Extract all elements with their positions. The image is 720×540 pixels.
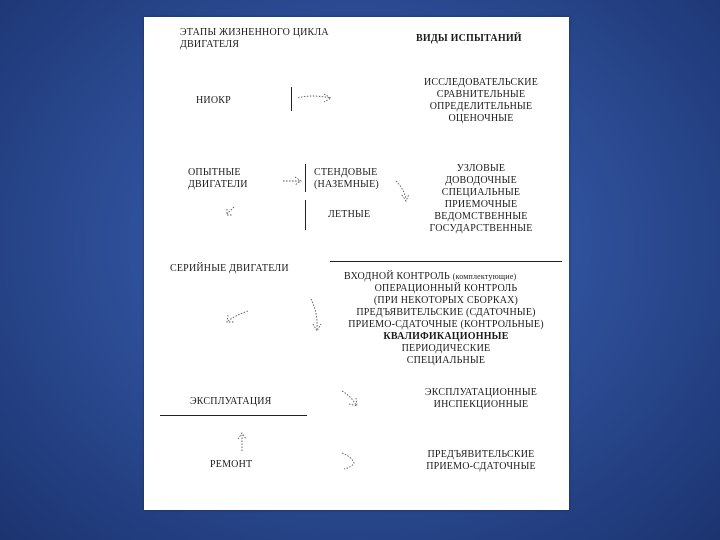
serial-test-2: (ПРИ НЕКОТОРЫХ СБОРКАХ) [373,295,519,306]
serial-test-1: ОПЕРАЦИОННЫЙ КОНТРОЛЬ [374,283,518,294]
niokr-test-4: ОЦЕНОЧНЫЕ [448,113,514,124]
operation-test-2: ИНСПЕКЦИОННЫЕ [433,399,529,410]
tests-header: ВИДЫ ИСПЫТАНИЙ [416,33,522,44]
stage-flight: ЛЕТНЫЕ [328,209,371,220]
serial-right-arrow [308,297,324,337]
stage-experimental-line2: ДВИГАТЕЛИ [188,179,248,190]
exp-test-2: ДОВОДОЧНЫЕ [445,175,517,186]
operation-rule [160,415,307,416]
serial-test-7: СПЕЦИАЛЬНЫЕ [406,355,486,366]
stage-repair: РЕМОНТ [210,459,253,470]
stage-serial: СЕРИЙНЫЕ ДВИГАТЕЛИ [170,263,289,274]
serial-left-arrow [222,307,252,327]
experimental-down-arrow [224,205,238,217]
serial-top-rule [330,261,562,262]
serial-test-incoming [344,271,516,282]
stage-operation: ЭКСПЛУАТАЦИЯ [190,396,272,407]
exp-test-6: ГОСУДАРСТВЕННЫЕ [429,223,533,234]
exp-test-4: ПРИЕМОЧНЫЕ [444,199,518,210]
serial-test-6: ПЕРИОДИЧЕСКИЕ [401,343,491,354]
repair-up-arrow [234,431,250,453]
serial-incoming-note: (комплектующие) [452,272,517,281]
niokr-bracket [291,87,292,111]
serial-incoming-label: ВХОДНОЙ КОНТРОЛЬ [344,271,450,282]
niokr-arrow [296,90,336,106]
stages-header-line1: ЭТАПЫ ЖИЗНЕННОГО ЦИКЛА [180,27,329,38]
flight-bracket [305,200,306,230]
stage-bench-line2: (НАЗЕМНЫЕ) [314,179,379,190]
operation-arrow [340,389,364,411]
repair-test-2: ПРИЕМО-СДАТОЧНЫЕ [426,461,536,472]
serial-test-5: КВАЛИФИКАЦИОННЫЕ [383,331,509,342]
stage-experimental-line1: ОПЫТНЫЕ [188,167,241,178]
serial-test-3: ПРЕДЪЯВИТЕЛЬСКИЕ (СДАТОЧНЫЕ) [356,307,536,318]
stage-niokr: НИОКР [196,95,231,106]
serial-test-4: ПРИЕМО-СДАТОЧНЫЕ (КОНТРОЛЬНЫЕ) [348,319,544,330]
document-page [144,17,569,510]
exp-test-5: ВЕДОМСТВЕННЫЕ [434,211,528,222]
niokr-test-3: ОПРЕДЕЛИТЕЛЬНЫЕ [429,101,533,112]
stage-bench-line1: СТЕНДОВЫЕ [314,167,378,178]
niokr-test-2: СРАВНИТЕЛЬНЫЕ [436,89,526,100]
niokr-test-1: ИССЛЕДОВАТЕЛЬСКИЕ [423,77,539,88]
repair-arrow [340,449,362,473]
exp-test-3: СПЕЦИАЛЬНЫЕ [441,187,521,198]
exp-test-1: УЗЛОВЫЕ [456,163,506,174]
bench-bracket [305,164,306,192]
repair-test-1: ПРЕДЪЯВИТЕЛЬСКИЕ [427,449,535,460]
stages-header-line2: ДВИГАТЕЛЯ [180,39,240,50]
operation-test-1: ЭКСПЛУАТАЦИОННЫЕ [424,387,538,398]
experimental-arrow [282,174,306,188]
